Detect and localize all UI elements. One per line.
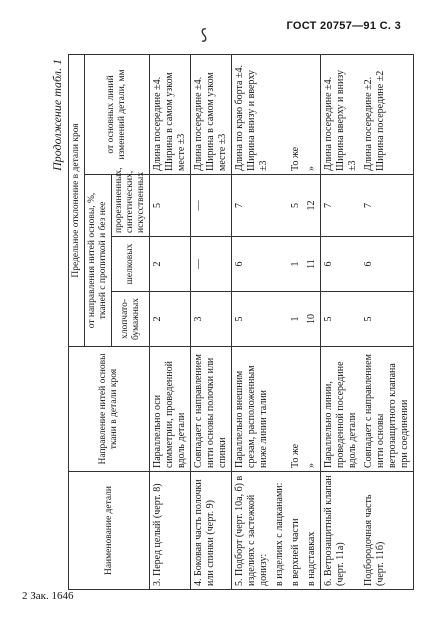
cell-direction: Совпадает с направлением нити основы полочки или спинки [191,347,232,472]
tolerance-table [68,54,414,590]
cell-silk: — [191,237,232,292]
cell-main: Длина посередине ±4. Ширина вверху и внизу ±3 [321,54,362,174]
header-name: Наименование детали [69,472,150,590]
cell-name: в верхней части [288,472,304,590]
cell-cotton: 1 [288,292,304,347]
rotated-table-block [48,55,420,590]
table-row [304,54,321,589]
table-row [272,54,288,589]
cell-main: То же [288,54,304,174]
cell-synthetic: 12 [304,175,321,237]
cell-silk: 11 [304,237,321,292]
header-cotton: хлопчато-бумажных [112,292,150,347]
table-row [232,54,273,589]
cell-main: Длина посередине ±4. Ширина в самом узком месте ±3 [150,54,191,174]
scan-mark [200,28,208,43]
cell-main: Длина по краю борта ±4. Ширина внизу и вверху ±3 [232,54,273,174]
cell-direction: Параллельно линии, проведенной посередине вдоль детали [321,347,362,472]
cell-silk: 1 [288,237,304,292]
cell-cotton: 5 [321,292,362,347]
cell-direction: То же [288,347,304,472]
cell-cotton: 10 [304,292,321,347]
cell-direction: Совпадает с направлением нити основы ветрозащитного клапана при соединении [361,347,414,472]
table-row [361,54,414,589]
table-row [191,54,232,589]
header-warp: от направления нитей основы, %, тканей с пропиткой и без нее [85,175,112,347]
continuation-label: Продолжение табл. 1 [50,59,64,171]
cell-name: 5. Подборт (черт. 10а, б) в изделиях с застежкой донизу: [232,472,273,590]
cell-synthetic: 7 [232,175,273,237]
cell-name: в изделиях с лацканами: [272,472,288,590]
header-main-lines: от основных линий изменений детали, мм [85,54,150,174]
cell-cotton: 2 [150,292,191,347]
footer-note: 2 Зак. 1646 [22,590,74,602]
header-silk: шелковых [112,237,150,292]
cell-main [272,54,288,174]
cell-silk: 6 [361,237,414,292]
header-direction: Направление нитей основы ткани в детали кроя [69,347,150,472]
cell-cotton: 5 [361,292,414,347]
cell-main: » [304,54,321,174]
page-header: ГОСТ 20757—91 С. 3 [286,20,401,32]
cell-cotton [272,292,288,347]
cell-name: 6. Ветрозащитный клапан (черт. 11а) [321,472,362,590]
cell-direction: » [304,347,321,472]
cell-name: в надставках [304,472,321,590]
cell-name: 4. Боковая часть полочки или спинки (черт. 9) [191,472,232,590]
cell-direction: Параллельно оси симметрии, проведенной вдоль детали [150,347,191,472]
cell-cotton: 3 [191,292,232,347]
cell-direction [272,347,288,472]
cell-synthetic [272,175,288,237]
table-row [288,54,304,589]
table-row [321,54,362,589]
cell-main: Длина посередине ±4. Ширина в самом узком месте ±3 [191,54,232,174]
cell-main: Длина посередине ±2. Ширина посередине ±2 [361,54,414,174]
cell-silk: 6 [232,237,273,292]
cell-synthetic: 7 [321,175,362,237]
cell-cotton: 5 [232,292,273,347]
cell-name: Подбородочная часть (черт. 11б) [361,472,414,590]
scan-mark-glyph [200,28,208,43]
cell-silk: 6 [321,237,362,292]
header-synthetic: прорезиненных, синтетических, искусственных [112,175,150,237]
cell-synthetic: 7 [361,175,414,237]
cell-synthetic: — [191,175,232,237]
cell-name: 3. Перед целый (черт. 8) [150,472,191,590]
cell-silk: 2 [150,237,191,292]
table-row [150,54,191,589]
header-deviation: Предельное отклонение в детали кроя [69,54,85,346]
cell-synthetic: 5 [150,175,191,237]
cell-synthetic: 5 [288,175,304,237]
cell-silk [272,237,288,292]
cell-direction: Параллельно внешним срезам, расположенным ниже линии талии [232,347,273,472]
